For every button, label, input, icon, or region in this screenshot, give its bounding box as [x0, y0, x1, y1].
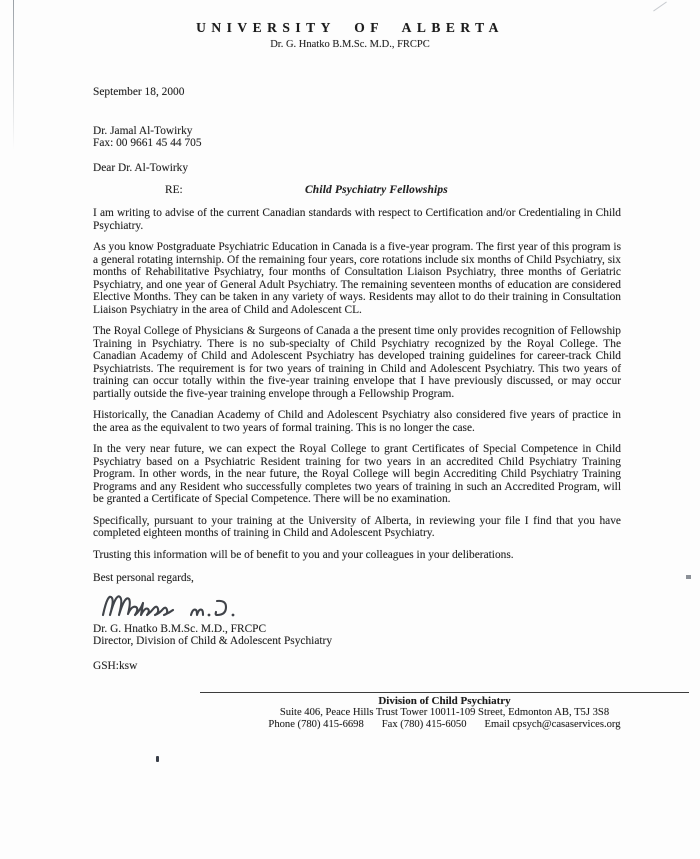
handwritten-signature — [99, 588, 271, 622]
signer-name: Dr. G. Hnatko B.M.Sc. M.D., FRCPC — [93, 622, 267, 635]
scan-corner-mark — [653, 2, 667, 12]
scan-speck — [686, 575, 691, 579]
footer-contact-line — [200, 719, 689, 731]
footer-address: Suite 406, Peace Hills Trust Tower 10011-109 Street, Edmonton AB, T5J 3S8 — [279, 707, 610, 718]
scan-speck — [156, 756, 159, 762]
signer-block — [93, 623, 621, 649]
body-paragraph-2: As you know Postgraduate Psychiatric Education in Canada is a five-year program. The first year of this program is a general rotating internship. Of the remaining four years, core rotations include six months of Child Psychiatry, six months of Rehabilitative Psychiatry, four months of Consultation Liaison Psychiatry, three months of Geriatric Psychiatry, and one year of General Adult Psychiatry. The remaining seventeen months of education are considered Elective Months. They can be taken in any variety of ways. Residents may allot to do their training in Consultation Liaison Psychiatry in the area of Child and Adolescent CL. — [93, 241, 621, 316]
salutation: Dear Dr. Al-Towirky — [93, 161, 189, 174]
reference-initials: GSH:ksw — [93, 660, 138, 673]
body-paragraph-3: The Royal College of Physicians & Surgeons of Canada a the present time only provides recognition of Fellowship Training in Psychiatry. There is no sub-specialty of Child Psychiatry recognized by the Royal College. The Canadian Academy of Child and Adolescent Psychiatry has developed training guidelines for career-track Child Psychiatrists. The requirement is for two years of training in Child and Adolescent Psychiatry. This two years of training can occur totally within the five-year training envelope that I have previously discussed, or may occur partially outside the five-year training envelope through a Fellowship Program. — [93, 325, 621, 400]
body-paragraph-1: I am writing to advise of the current Canadian standards with respect to Certification and/or Credentialing in Child Psychiatry. — [93, 207, 621, 232]
footer-email: Email cpsych@casaservices.org — [484, 719, 621, 730]
re-label: RE: — [165, 184, 183, 196]
footer-phone: Phone (780) 415-6698 — [268, 719, 364, 730]
recipient-fax: Fax: 00 9661 45 44 705 — [93, 137, 202, 149]
letterhead-doctor-credentials: Dr. G. Hnatko B.M.Sc. M.D., FRCPC — [270, 39, 430, 50]
body-paragraph-6: Specifically, pursuant to your training at the University of Alberta, in reviewing your file I find that you have completed eighteen months of training in Child and Adolescent Psychiatry. — [93, 514, 621, 539]
letter-body — [93, 86, 621, 673]
body-paragraph-7: Trusting this information will be of benefit to you and your colleagues in your deliberations. — [93, 548, 514, 561]
re-line — [93, 184, 621, 198]
letter-footer — [200, 692, 689, 731]
letterhead-university: UNIVERSITY OF ALBERTA — [196, 20, 504, 35]
letterhead — [0, 20, 700, 50]
body-paragraph-4: Historically, the Canadian Academy of Child and Adolescent Psychiatry also considered five years of practice in the area as the equivalent to two years of formal training. This is no longer the case. — [93, 409, 621, 434]
recipient-block — [93, 125, 621, 150]
signer-title: Director, Division of Child & Adolescent Psychiatry — [93, 635, 333, 648]
re-subject: Child Psychiatry Fellowships — [305, 184, 448, 196]
letter-date: September 18, 2000 — [93, 86, 185, 98]
body-paragraph-5: In the very near future, we can expect the Royal College to grant Certificates of Special Competence in Child Psychiatry based on a Psychiatric Resident training for two years in an accredited Child Psychiatry Training Program. In other words, in the near future, the Royal College will begin Accrediting Child Psychiatry Training Programs and any Resident who successfully completes two years of training in such an Accredited Program, will be granted a Certificate of Special Competence. There will be no examination. — [93, 443, 621, 505]
recipient-name: Dr. Jamal Al-Towirky — [93, 124, 193, 137]
footer-division-title: Division of Child Psychiatry — [378, 695, 511, 707]
closing-phrase: Best personal regards, — [93, 572, 194, 584]
footer-fax: Fax (780) 415-6050 — [381, 719, 467, 730]
